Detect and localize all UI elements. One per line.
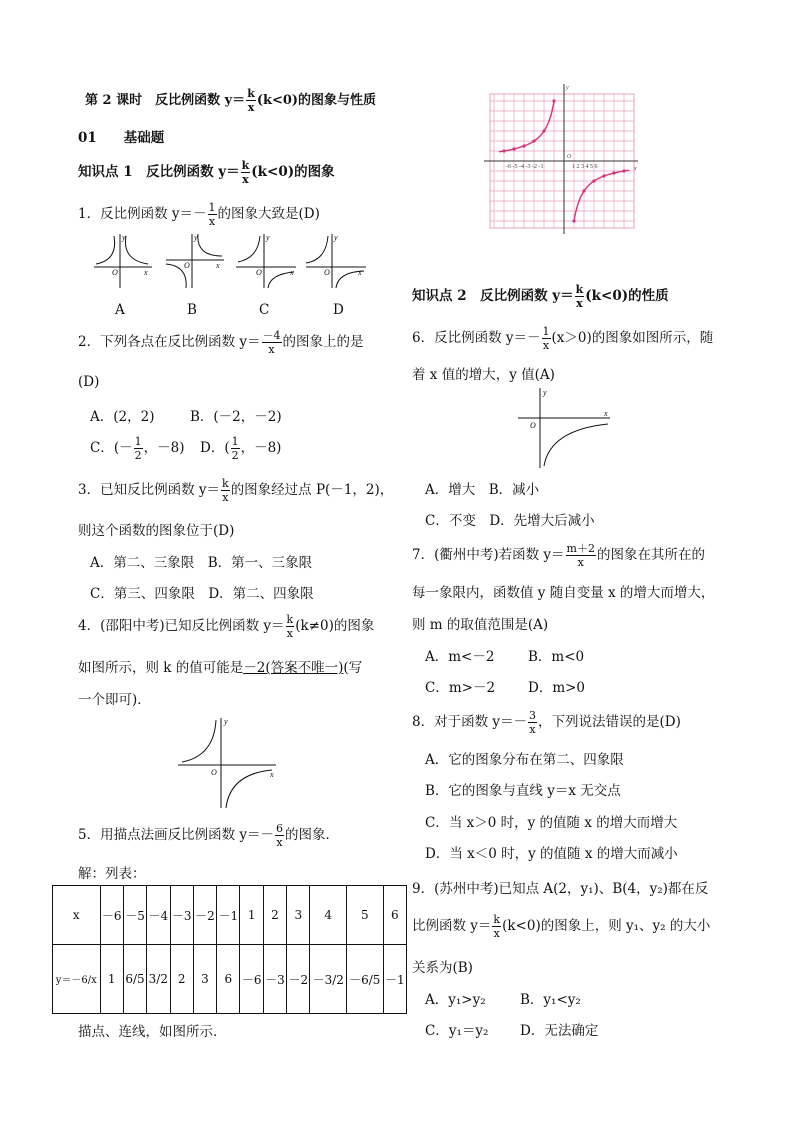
svg-text:y: y — [266, 233, 270, 242]
q2-answer: (D) — [78, 374, 100, 390]
table-cell: 3 — [287, 886, 310, 945]
table-cell: 1 — [240, 886, 263, 945]
table-cell: 3/2 — [147, 945, 170, 1014]
graph-c — [236, 234, 296, 288]
q7-line3: 则 m 的取值范围是(A) — [412, 617, 549, 633]
table-cell: －6 — [100, 886, 123, 945]
curve-point — [552, 99, 555, 102]
table-cell: －6/5 — [347, 945, 384, 1014]
q9-option-b: B．y₁<y₂ — [520, 992, 581, 1008]
table-cell: 1 — [100, 945, 123, 1014]
table-header-x: x — [53, 886, 101, 945]
table-cell: －5 — [123, 886, 146, 945]
table-cell: －3 — [170, 886, 193, 945]
q1-label-d: D — [333, 302, 344, 318]
q8-option-b: B．它的图象与直线 y＝x 无交点 — [425, 783, 621, 799]
q3-line2: 则这个函数的图象位于(D) — [78, 523, 235, 539]
q7-option-b: B．m<0 — [528, 649, 585, 665]
svg-text:y: y — [194, 233, 198, 242]
curve-point — [522, 144, 525, 147]
table-cell: －6 — [240, 945, 263, 1014]
question-1: 1．反比例函数 y＝－ $\frac{1}{x}$ 的图象大致是(D) — [78, 201, 320, 228]
q1-option-graphs — [92, 230, 372, 292]
q4-line3: 一个即可)． — [78, 692, 151, 708]
q3-options-ab: A．第二、三象限 B．第一、三象限 — [90, 555, 313, 571]
q5-tail: 描点、连线，如图所示． — [78, 1024, 227, 1040]
graph-d — [306, 234, 366, 288]
q2-option-d: D．( $\frac{1}{2}$ ，－8) — [200, 435, 282, 462]
question-5: 5．用描点法画反比例函数 y＝－ $\frac{6}{x}$ 的图象． — [78, 822, 340, 849]
q1-label-c: C — [259, 302, 270, 318]
q9-line3: 关系为(B) — [412, 960, 473, 976]
q3-options-cd: C．第三、四象限 D．第二、四象限 — [90, 586, 314, 602]
table-header-y: y＝－6/x — [53, 945, 101, 1014]
svg-text:O: O — [324, 268, 330, 277]
table-cell: 6 — [383, 886, 406, 945]
svg-text:y: y — [566, 85, 569, 91]
question-4: 4．(邵阳中考)已知反比例函数 y＝ $\frac{k}{x}$ (k≠0)的图象 — [78, 613, 375, 640]
table-cell: 6/5 — [123, 945, 146, 1014]
svg-text:x: x — [270, 770, 274, 779]
table-row-y — [53, 945, 407, 1014]
question-9: 9．(苏州中考)已知点 A(2，y₁)、B(4，y₂)都在反 — [412, 881, 709, 897]
q1-label-a: A — [115, 302, 125, 318]
svg-text:x: x — [604, 409, 608, 418]
q6-graph — [516, 386, 614, 470]
svg-text:O: O — [184, 261, 190, 270]
curve-point — [572, 219, 575, 222]
curve-point — [602, 174, 605, 177]
table-cell: －4 — [147, 886, 170, 945]
question-3: 3．已知反比例函数 y＝ $\frac{k}{x}$ 的图象经过点 P(－1，2)， — [78, 477, 394, 504]
table-cell: －2 — [193, 886, 216, 945]
svg-text:y: y — [224, 717, 228, 726]
svg-text:x: x — [290, 268, 294, 277]
question-8: 8．对于函数 y＝－ $\frac{3}{x}$ ，下列说法错误的是(D) — [412, 709, 681, 736]
table-cell: －2 — [287, 945, 310, 1014]
curve-point — [502, 149, 505, 152]
svg-text:y: y — [122, 233, 126, 242]
q8-option-a: A．它的图象分布在第二、四象限 — [425, 752, 624, 768]
section-heading: 01 基础题 — [78, 130, 165, 146]
graph-a — [94, 234, 152, 288]
curve-point — [592, 179, 595, 182]
q4-line2: 如图所示，则 k 的值可能是－2(答案不唯一)(写 — [78, 660, 363, 676]
table-cell: 2 — [263, 886, 286, 945]
curve-point — [622, 169, 625, 172]
svg-text:1 2 3 4 5 6: 1 2 3 4 5 6 — [572, 164, 598, 170]
q1-label-b: B — [187, 302, 197, 318]
table-cell: －1 — [217, 886, 240, 945]
q2-option-b: B．(－2，－2) — [190, 409, 282, 425]
table-cell: 5 — [347, 886, 384, 945]
q7-option-c: C．m>－2 — [425, 680, 496, 696]
svg-text:x: x — [634, 166, 637, 172]
q9-option-a: A．y₁>y₂ — [425, 992, 486, 1008]
svg-text:y: y — [543, 388, 547, 397]
table-cell: －3 — [263, 945, 286, 1014]
q8-option-d: D．当 x＜0 时，y 的值随 x 的增大而减小 — [425, 846, 678, 862]
q6-options-ab: A．增大 B．减小 — [425, 482, 540, 498]
q9-option-d: D．无法确定 — [520, 1023, 599, 1039]
q9-option-c: C．y₁＝y₂ — [425, 1023, 489, 1039]
q7-option-a: A．m<－2 — [425, 649, 495, 665]
svg-text:y: y — [334, 233, 338, 242]
q8-option-c: C．当 x＞0 时，y 的值随 x 的增大而增大 — [425, 815, 678, 831]
svg-text:O: O — [211, 768, 217, 777]
question-2: 2．下列各点在反比例函数 y＝ $\frac{-4}{x}$ 的图象上的是 — [78, 329, 364, 356]
q7-line2: 每一象限内，函数值 y 随自变量 x 的增大而增大， — [412, 585, 715, 601]
table-cell: 2 — [170, 945, 193, 1014]
table-cell: 4 — [310, 886, 347, 945]
table-cell: 6 — [217, 945, 240, 1014]
knowledge-point-1: 知识点 1 反比例函数 y＝ $\frac{k}{x}$ (k<0)的图象 — [78, 159, 335, 186]
curve-point — [612, 171, 615, 174]
question-6: 6．反比例函数 y＝－ $\frac{1}{x}$ (x＞0)的图象如图所示，随 — [412, 325, 714, 352]
curve-point — [542, 129, 545, 132]
question-7: 7．(衢州中考)若函数 y＝ $\frac{m+2}{x}$ 的图象在其所在的 — [412, 542, 705, 569]
q7-option-d: D．m>0 — [528, 680, 586, 696]
q9-line2: 比例函数 y＝ $\frac{k}{x}$ (k<0)的图象上，则 y₁、y₂ 的大小 — [412, 913, 711, 940]
svg-text:-6 -5 -4 -3 -2 -1: -6 -5 -4 -3 -2 -1 — [506, 164, 544, 170]
table-row-x — [53, 886, 407, 945]
curve-point — [582, 189, 585, 192]
q6-options-cd: C．不变 D．先增大后减小 — [425, 513, 595, 529]
q6-line2: 着 x 值的增大，y 值(A) — [412, 367, 555, 383]
curve-point — [512, 147, 515, 150]
svg-text:O: O — [256, 268, 262, 277]
svg-text:x: x — [216, 261, 220, 270]
svg-text:O: O — [567, 154, 572, 160]
table-cell: －1 — [383, 945, 406, 1014]
page-title: 第 2 课时 反比例函数 y＝ $\frac{k}{x}$ (k<0)的图象与性质 — [85, 87, 377, 114]
table-cell: －3/2 — [310, 945, 347, 1014]
curve-point — [532, 139, 535, 142]
svg-text:O: O — [530, 421, 536, 430]
q2-option-c: C．(－ $\frac{1}{2}$ ，－8) — [90, 435, 185, 462]
value-table — [52, 885, 407, 1014]
q4-graph — [176, 712, 280, 810]
svg-text:x: x — [144, 268, 148, 277]
svg-text:O: O — [112, 268, 118, 277]
hyperbola-grid-graph — [484, 80, 644, 236]
knowledge-point-2: 知识点 2 反比例函数 y＝ $\frac{k}{x}$ (k<0)的性质 — [412, 283, 669, 310]
q2-option-a: A．(2，2) — [90, 409, 155, 425]
table-cell: 3 — [193, 945, 216, 1014]
q5-solution-label: 解：列表： — [78, 866, 146, 882]
svg-text:x: x — [358, 268, 362, 277]
